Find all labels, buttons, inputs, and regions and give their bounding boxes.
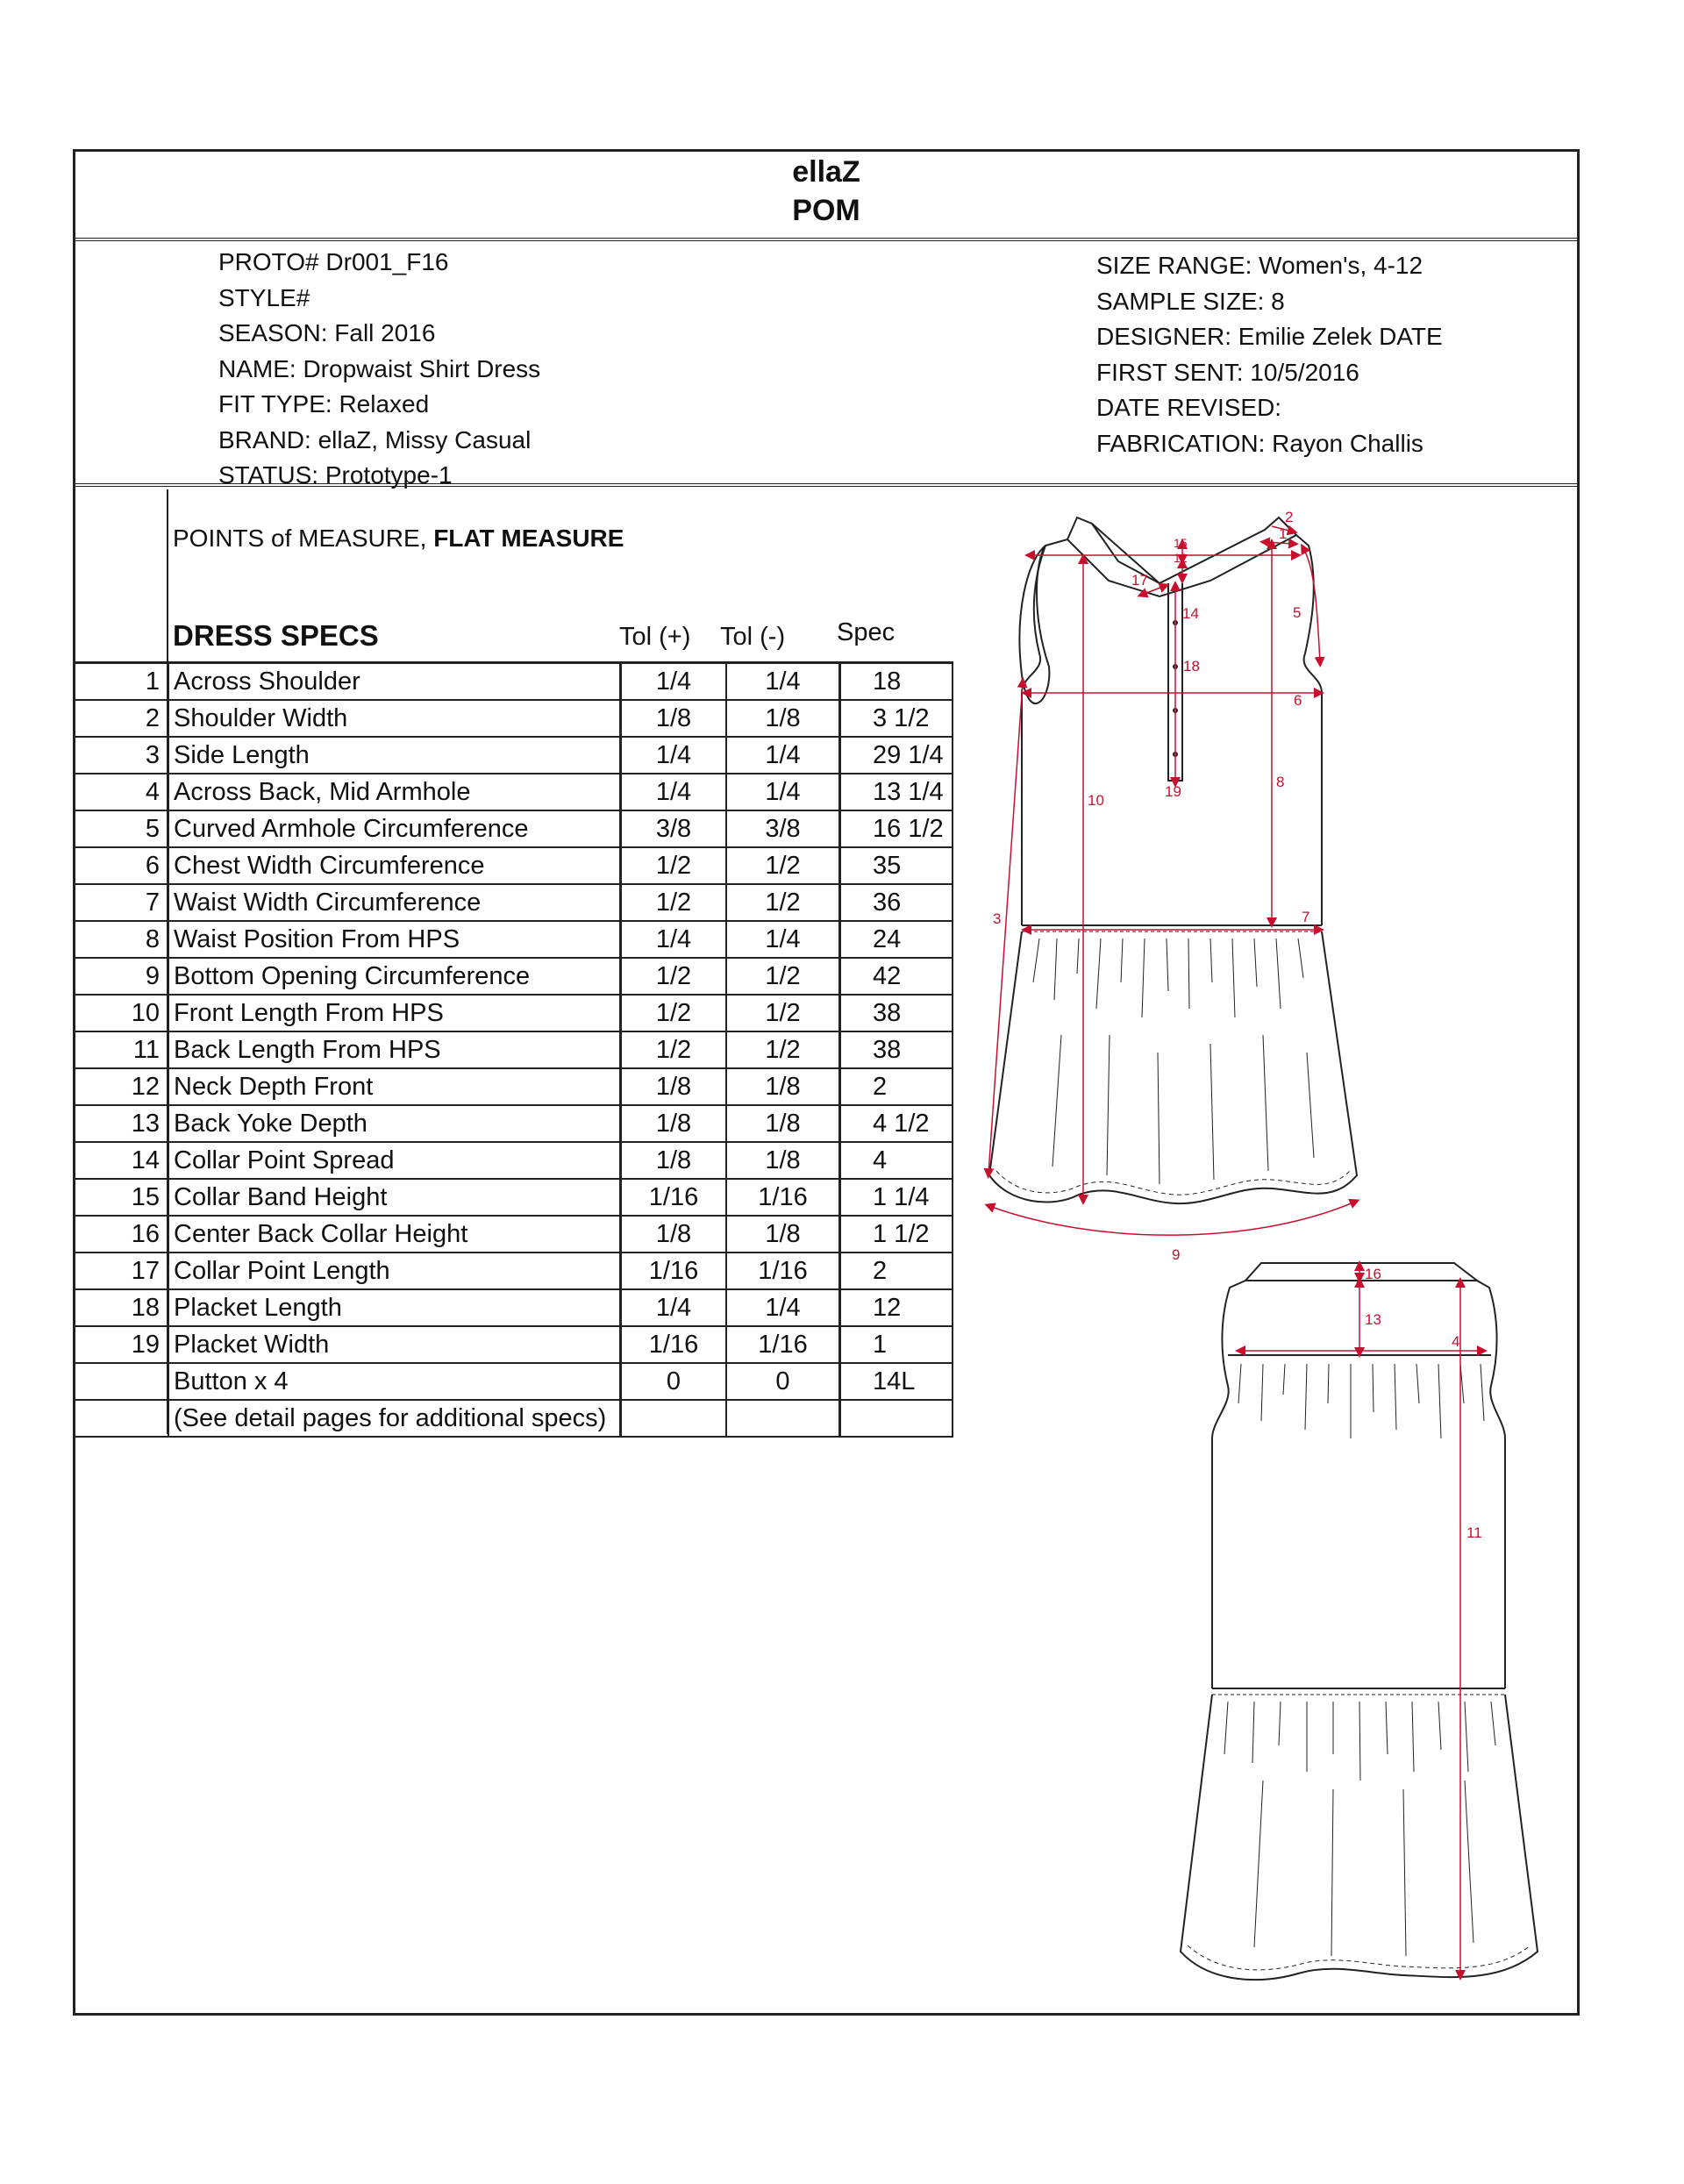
- spec-row-tol-minus: 1/4: [726, 1289, 840, 1326]
- spec-row-number: 7: [75, 884, 168, 921]
- label-11: 11: [1466, 1524, 1482, 1541]
- spec-row-tol-minus: 1/8: [726, 1105, 840, 1142]
- spec-row-value: 35: [840, 847, 953, 884]
- label-5: 5: [1293, 604, 1302, 621]
- spec-row-description: Chest Width Circumference: [168, 847, 621, 884]
- spec-row-description: Back Length From HPS: [168, 1031, 621, 1068]
- style-name: NAME: Dropwaist Shirt Dress: [218, 354, 541, 382]
- spec-row-tol-minus: 1/4: [726, 663, 840, 701]
- spec-row-tol-minus: 0: [726, 1363, 840, 1400]
- pom-title-bold: FLAT MEASURE: [433, 525, 624, 552]
- tol-minus-header: Tol (-): [720, 623, 786, 651]
- spec-row-number: 13: [75, 1105, 168, 1142]
- spec-row-value: 3 1/2: [840, 700, 953, 737]
- label-8: 8: [1276, 774, 1285, 790]
- spec-row-number: 1: [75, 663, 168, 701]
- spec-row-tol-plus: 1/16: [621, 1179, 727, 1216]
- label-4: 4: [1452, 1333, 1460, 1350]
- proto-number: PROTO# Dr001_F16: [218, 248, 449, 275]
- spec-row-number: 11: [75, 1031, 168, 1068]
- spec-row-description: Waist Position From HPS: [168, 921, 621, 958]
- back-measure-lines: [1240, 1266, 1482, 1975]
- spec-row-number: 2: [75, 700, 168, 737]
- label-18: 18: [1183, 658, 1200, 674]
- spec-row-tol-plus: 1/2: [621, 884, 727, 921]
- spec-row-tol-plus: 1/8: [621, 1068, 727, 1105]
- spec-row-tol-plus: 1/2: [621, 1031, 727, 1068]
- label-6: 6: [1294, 692, 1302, 709]
- label-17: 17: [1131, 572, 1148, 589]
- spec-row-description: Neck Depth Front: [168, 1068, 621, 1105]
- status: STATUS: Prototype-1: [218, 461, 453, 489]
- spec-row-tol-plus: 1/4: [621, 774, 727, 810]
- spec-row-tol-minus: 1/16: [726, 1326, 840, 1363]
- spec-row-tol-plus: 0: [621, 1363, 727, 1400]
- spec-row-description: Back Yoke Depth: [168, 1105, 621, 1142]
- spec-row-tol-minus: 1/4: [726, 774, 840, 810]
- spec-row-tol-minus: 1/8: [726, 1068, 840, 1105]
- sample-size: SAMPLE SIZE: 8: [1096, 287, 1285, 315]
- spec-row-number: 19: [75, 1326, 168, 1363]
- spec-row-tol-plus: 1/2: [621, 847, 727, 884]
- spec-row-value: 2: [840, 1068, 953, 1105]
- pom-title-prefix: POINTS of MEASURE,: [173, 525, 427, 552]
- label-15: 15: [1174, 536, 1188, 550]
- spec-row-description: Waist Width Circumference: [168, 884, 621, 921]
- spec-row-tol-minus: 1/16: [726, 1253, 840, 1289]
- spec-row-tol-minus: 1/8: [726, 1216, 840, 1253]
- spec-row-tol-plus: 1/4: [621, 921, 727, 958]
- fabrication: FABRICATION: Rayon Challis: [1096, 429, 1424, 457]
- spec-row-tol-minus: 1/16: [726, 1179, 840, 1216]
- spec-row-description: Bottom Opening Circumference: [168, 958, 621, 995]
- spec-row-description: Button x 4: [168, 1363, 621, 1400]
- label-14: 14: [1182, 605, 1199, 622]
- back-sketch: [1181, 1263, 1538, 1980]
- spec-row-value: 38: [840, 1031, 953, 1068]
- spec-row-value: 4: [840, 1142, 953, 1179]
- spec-row-number: 5: [75, 810, 168, 847]
- spec-row-value: 18: [840, 663, 953, 701]
- spec-row-tol-minus: 1/4: [726, 737, 840, 774]
- spec-row-number: 18: [75, 1289, 168, 1326]
- spec-row-number: 12: [75, 1068, 168, 1105]
- size-range: SIZE RANGE: Women's, 4-12: [1096, 252, 1424, 279]
- spec-row-tol-minus: 3/8: [726, 810, 840, 847]
- spec-row-tol-plus: 1/2: [621, 995, 727, 1031]
- label-9: 9: [1172, 1246, 1181, 1263]
- spec-row-number: 14: [75, 1142, 168, 1179]
- back-measure-labels: [1365, 1266, 1482, 1541]
- spec-row-tol-plus: 1/8: [621, 1216, 727, 1253]
- specs-heading: DRESS SPECS: [173, 619, 379, 652]
- fit-type: FIT TYPE: Relaxed: [218, 390, 430, 418]
- spec-row-number: 4: [75, 774, 168, 810]
- spec-row-description: Shoulder Width: [168, 700, 621, 737]
- spec-row-tol-plus: 1/2: [621, 958, 727, 995]
- spec-row-description: Collar Point Spread: [168, 1142, 621, 1179]
- front-measure-lines: [988, 526, 1355, 1235]
- spec-row-value: 14L: [840, 1363, 953, 1400]
- spec-row-description: Placket Width: [168, 1326, 621, 1363]
- front-measure-labels: [993, 509, 1309, 1263]
- spec-row-value: 1 1/4: [840, 1179, 953, 1216]
- spec-row-value: 38: [840, 995, 953, 1031]
- label-16: 16: [1365, 1266, 1381, 1282]
- label-12: 12: [1174, 551, 1188, 565]
- spec-header: Spec: [837, 618, 896, 646]
- spec-row-number: 15: [75, 1179, 168, 1216]
- spec-row-description: Side Length: [168, 737, 621, 774]
- spec-row-tol-plus: 1/4: [621, 1289, 727, 1326]
- spec-row-description: Center Back Collar Height: [168, 1216, 621, 1253]
- spec-row-value: 16 1/2: [840, 810, 953, 847]
- spec-row-tol-minus: 1/2: [726, 995, 840, 1031]
- spec-row-value: 4 1/2: [840, 1105, 953, 1142]
- doc-type-title: POM: [792, 194, 860, 227]
- spec-row-description: Collar Band Height: [168, 1179, 621, 1216]
- spec-row-value: 42: [840, 958, 953, 995]
- spec-row-tol-minus: 1/4: [726, 921, 840, 958]
- spec-row-tol-plus: 1/4: [621, 737, 727, 774]
- spec-row-description: Across Back, Mid Armhole: [168, 774, 621, 810]
- spec-row-tol-minus: 1/2: [726, 1031, 840, 1068]
- spec-row-value: 1: [840, 1326, 953, 1363]
- spec-row-number: 17: [75, 1253, 168, 1289]
- label-10: 10: [1088, 792, 1104, 809]
- label-13: 13: [1365, 1311, 1381, 1328]
- spec-row-value: 24: [840, 921, 953, 958]
- spec-row-tol-plus: 1/16: [621, 1326, 727, 1363]
- spec-row-value: 2: [840, 1253, 953, 1289]
- spec-row-description: Curved Armhole Circumference: [168, 810, 621, 847]
- spec-row-description: Front Length From HPS: [168, 995, 621, 1031]
- spec-row-tol-minus: 1/2: [726, 958, 840, 995]
- spec-row-description: Collar Point Length: [168, 1253, 621, 1289]
- label-2: 2: [1285, 509, 1294, 525]
- spec-row-value: 13 1/4: [840, 774, 953, 810]
- spec-row-number: 16: [75, 1216, 168, 1253]
- spec-row-number: 3: [75, 737, 168, 774]
- spec-row-number: 6: [75, 847, 168, 884]
- spec-row-number: 10: [75, 995, 168, 1031]
- spec-row-tol-minus: 1/8: [726, 1142, 840, 1179]
- label-19: 19: [1165, 783, 1181, 800]
- spec-row-tol-plus: 3/8: [621, 810, 727, 847]
- spec-row-value: 1 1/2: [840, 1216, 953, 1253]
- spec-row-value: 29 1/4: [840, 737, 953, 774]
- spec-row-value: 12: [840, 1289, 953, 1326]
- label-3: 3: [993, 910, 1002, 927]
- spec-row-value: 36: [840, 884, 953, 921]
- brand-info: BRAND: ellaZ, Missy Casual: [218, 425, 532, 453]
- designer: DESIGNER: Emilie Zelek DATE: [1096, 323, 1443, 350]
- spec-row-tol-plus: 1/8: [621, 1142, 727, 1179]
- first-sent: FIRST SENT: 10/5/2016: [1096, 358, 1359, 386]
- style-number: STYLE#: [218, 283, 310, 311]
- spec-row-tol-minus: 1/2: [726, 847, 840, 884]
- spec-row-number: 9: [75, 958, 168, 995]
- spec-row-number: 8: [75, 921, 168, 958]
- spec-row-tol-plus: 1/4: [621, 663, 727, 701]
- tol-plus-header: Tol (+): [619, 623, 691, 651]
- brand-title: ellaZ: [792, 155, 860, 189]
- spec-row-tol-plus: 1/8: [621, 1105, 727, 1142]
- date-revised: DATE REVISED:: [1096, 394, 1282, 421]
- spec-row-description: Placket Length: [168, 1289, 621, 1326]
- spec-row-tol-plus: 1/16: [621, 1253, 727, 1289]
- spec-row-description: Across Shoulder: [168, 663, 621, 701]
- spec-row-tol-minus: 1/8: [726, 700, 840, 737]
- season: SEASON: Fall 2016: [218, 319, 436, 346]
- label-7: 7: [1302, 909, 1310, 925]
- spec-row-tol-minus: 1/2: [726, 884, 840, 921]
- spec-row-tol-plus: 1/8: [621, 700, 727, 737]
- front-sketch: [989, 517, 1357, 1203]
- label-1: 1: [1279, 525, 1288, 542]
- spec-row-description: (See detail pages for additional specs): [168, 1400, 621, 1437]
